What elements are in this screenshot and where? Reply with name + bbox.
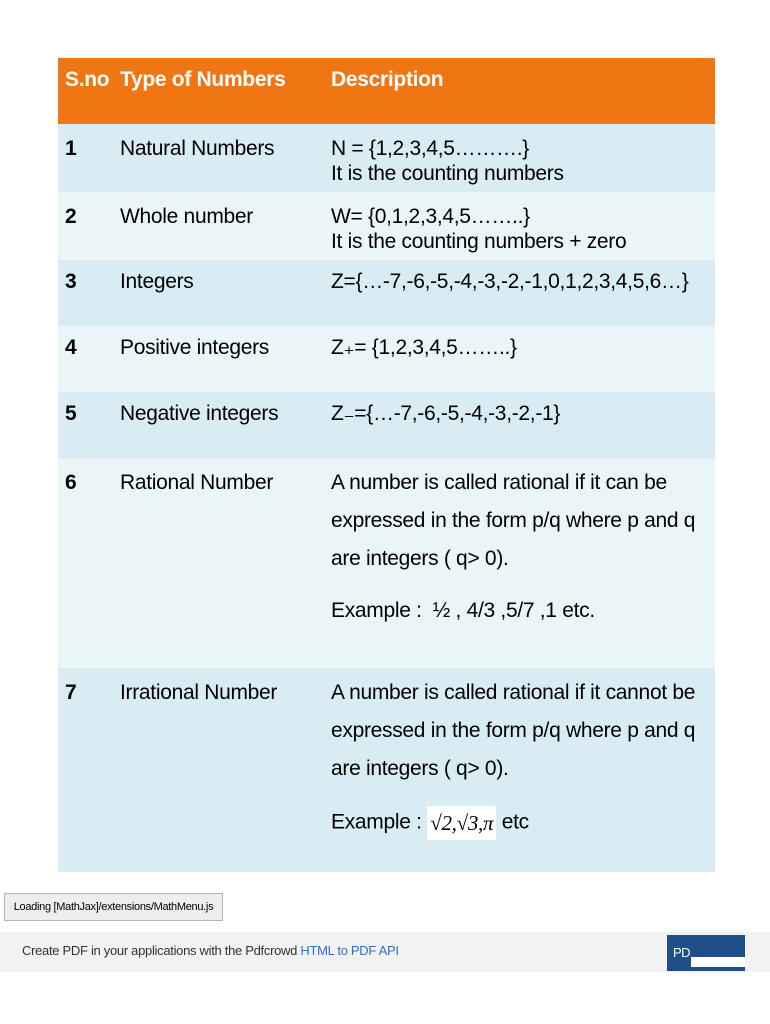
- mathjax-loading-message: Loading [MathJax]/extensions/MathMenu.js: [4, 893, 223, 921]
- table-row: [58, 458, 715, 668]
- row-number: 3: [65, 270, 77, 293]
- description-line: N = {1,2,3,4,5……….}: [331, 137, 529, 160]
- description-line: It is the counting numbers: [331, 162, 564, 185]
- example-value: ½ , 4/3 ,5/7 ,1 etc.: [432, 599, 595, 622]
- table-row: [58, 392, 715, 458]
- pd-badge-bar: [691, 957, 745, 967]
- row-description: Z={…-7,-6,-5,-4,-3,-2,-1,0,1,2,3,4,5,6…}: [331, 270, 689, 293]
- row-description: [331, 136, 715, 186]
- row-type: Positive integers: [120, 336, 269, 359]
- example-line: [331, 806, 715, 840]
- row-type: Natural Numbers: [120, 137, 275, 160]
- row-description: [331, 204, 715, 254]
- table-row: [58, 260, 715, 326]
- row-number: 4: [65, 336, 77, 359]
- table-row: [58, 326, 715, 392]
- example-math: √2,√3,π: [427, 806, 496, 840]
- row-description: Z₋={…-7,-6,-5,-4,-3,-2,-1}: [331, 402, 561, 425]
- row-type: Whole number: [120, 205, 253, 228]
- table-row: [58, 192, 715, 260]
- description-paragraph: A number is called rational if it cannot be expressed in the form p/q where p and q are integers ( q> 0).: [331, 681, 696, 780]
- footer-caption: Create PDF in your applications with the Pdfcrowd: [22, 943, 298, 958]
- row-type: Irrational Number: [120, 681, 278, 704]
- row-number: 5: [65, 402, 77, 425]
- example-line: [331, 596, 715, 626]
- row-description: [331, 674, 715, 840]
- header-sno: S.no: [65, 68, 110, 91]
- row-type: Negative integers: [120, 402, 279, 425]
- row-description: [331, 464, 715, 626]
- row-type: Rational Number: [120, 471, 274, 494]
- html-to-pdf-link[interactable]: HTML to PDF API: [300, 943, 399, 958]
- description-line: It is the counting numbers + zero: [331, 230, 627, 253]
- row-description: Z₊= {1,2,3,4,5……..}: [331, 336, 517, 359]
- header-description: Description: [331, 68, 444, 91]
- example-label: Example :: [331, 599, 422, 622]
- pdfcrowd-logo[interactable]: [667, 935, 745, 971]
- row-number: 7: [65, 681, 77, 704]
- number-types-table: [58, 58, 715, 872]
- footer-text: [22, 943, 399, 958]
- description-paragraph: A number is called rational if it can be expressed in the form p/q where p and q are integers ( q> 0).: [331, 471, 696, 570]
- row-type: Integers: [120, 270, 194, 293]
- table-row: [58, 668, 715, 872]
- row-number: 1: [65, 137, 77, 160]
- table-header-row: [58, 58, 715, 124]
- example-suffix: etc: [501, 810, 529, 834]
- table-row: [58, 124, 715, 192]
- row-number: 2: [65, 205, 77, 228]
- pdfcrowd-footer: [0, 932, 770, 972]
- description-line: W= {0,1,2,3,4,5……..}: [331, 205, 530, 228]
- pd-badge-text: PD: [673, 945, 691, 960]
- header-type: Type of Numbers: [120, 68, 286, 91]
- example-label: Example :: [331, 810, 422, 834]
- row-number: 6: [65, 471, 77, 494]
